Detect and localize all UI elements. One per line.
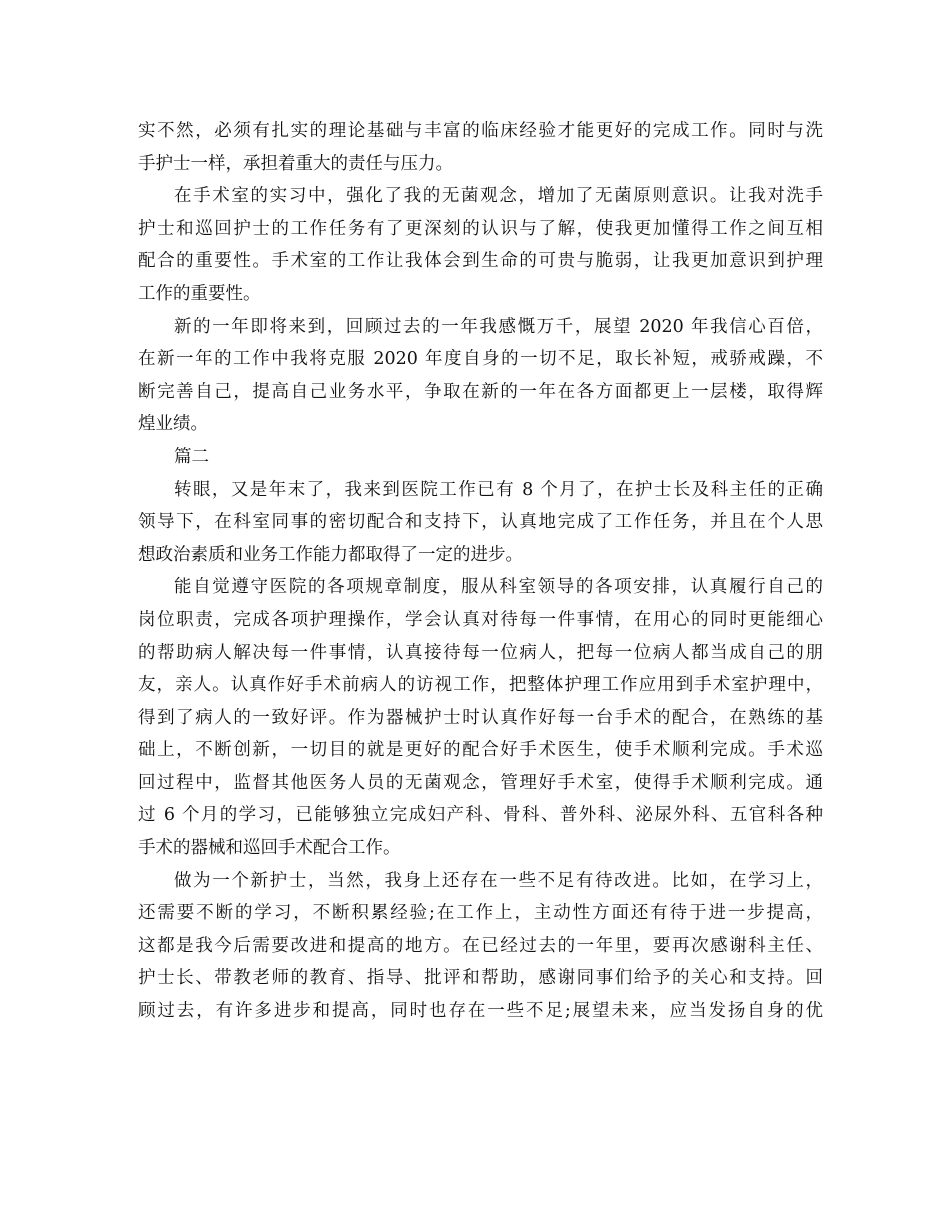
text-line: 友，亲人。认真作好手术前病人的访视工作，把整体护理工作应用到手术室护理中，	[138, 675, 823, 696]
text-line: 想政治素质和业务工作能力都取得了一定的进步。	[138, 544, 523, 565]
text-line: 础上，不断创新，一切目的就是更好的配合好手术医生，使手术顺利完成。手术巡	[138, 740, 823, 761]
text-line: 手术的器械和巡回手术配合工作。	[138, 838, 401, 859]
text-line: 的帮助病人解决每一件事情，认真接待每一位病人，把每一位病人都当成自己的朋	[138, 642, 823, 663]
text-line: 能自觉遵守医院的各项规章制度，服从科室领导的各项安排，认真履行自己的	[174, 577, 823, 598]
text-line: 煌业绩。	[138, 414, 208, 435]
text-line: 顾过去，有许多进步和提高，同时也存在一些不足;展望未来，应当发扬自身的优	[138, 1001, 823, 1022]
text-line: 岗位职责，完成各项护理操作，学会认真对待每一件事情，在用心的同时更能细心	[138, 609, 823, 630]
text-line: 断完善自己，提高自己业务水平，争取在新的一年在各方面都更上一层楼，取得辉	[138, 381, 823, 402]
text-line: 领导下，在科室同事的密切配合和支持下，认真地完成了工作任务，并且在个人思	[138, 512, 823, 533]
text-line: 还需要不断的学习，不断积累经验;在工作上，主动性方面还有待于进一步提高，	[138, 903, 823, 924]
text-line: 做为一个新护士，当然，我身上还存在一些不足有待改进。比如，在学习上，	[174, 870, 823, 891]
text-line: 护士和巡回护士的工作任务有了更深刻的认识与了解，使我更加懂得工作之间互相	[138, 218, 823, 239]
text-line: 得到了病人的一致好评。作为器械护士时认真作好每一台手术的配合，在熟练的基	[138, 707, 823, 728]
text-line: 工作的重要性。	[138, 283, 261, 304]
text-line: 配合的重要性。手术室的工作让我体会到生命的可贵与脆弱，让我更加意识到护理	[138, 251, 823, 272]
document-body	[138, 115, 823, 1028]
text-line: 手护士一样，承担着重大的责任与压力。	[138, 153, 453, 174]
text-line: 在新一年的工作中我将克服 2020 年度自身的一切不足，取长补短，戒骄戒躁，不	[138, 349, 823, 370]
text-line: 篇二	[174, 446, 209, 467]
text-line: 在手术室的实习中，强化了我的无菌观念，增加了无菌原则意识。让我对洗手	[174, 186, 823, 207]
text-line: 回过程中，监督其他医务人员的无菌观念，管理好手术室，使得手术顺利完成。通	[138, 772, 823, 793]
text-line: 实不然，必须有扎实的理论基础与丰富的临床经验才能更好的完成工作。同时与洗	[138, 121, 823, 141]
text-line: 这都是我今后需要改进和提高的地方。在已经过去的一年里，要再次感谢科主任、	[138, 935, 823, 956]
text-line: 新的一年即将来到，回顾过去的一年我感慨万千，展望 2020 年我信心百倍，	[174, 316, 823, 337]
text-line: 过 6 个月的学习，已能够独立完成妇产科、骨科、普外科、泌尿外科、五官科各种	[138, 805, 823, 826]
text-line: 护士长、带教老师的教育、指导、批评和帮助，感谢同事们给予的关心和支持。回	[138, 968, 823, 989]
text-line: 转眼，又是年末了，我来到医院工作已有 8 个月了，在护士长及科主任的正确	[174, 479, 823, 500]
